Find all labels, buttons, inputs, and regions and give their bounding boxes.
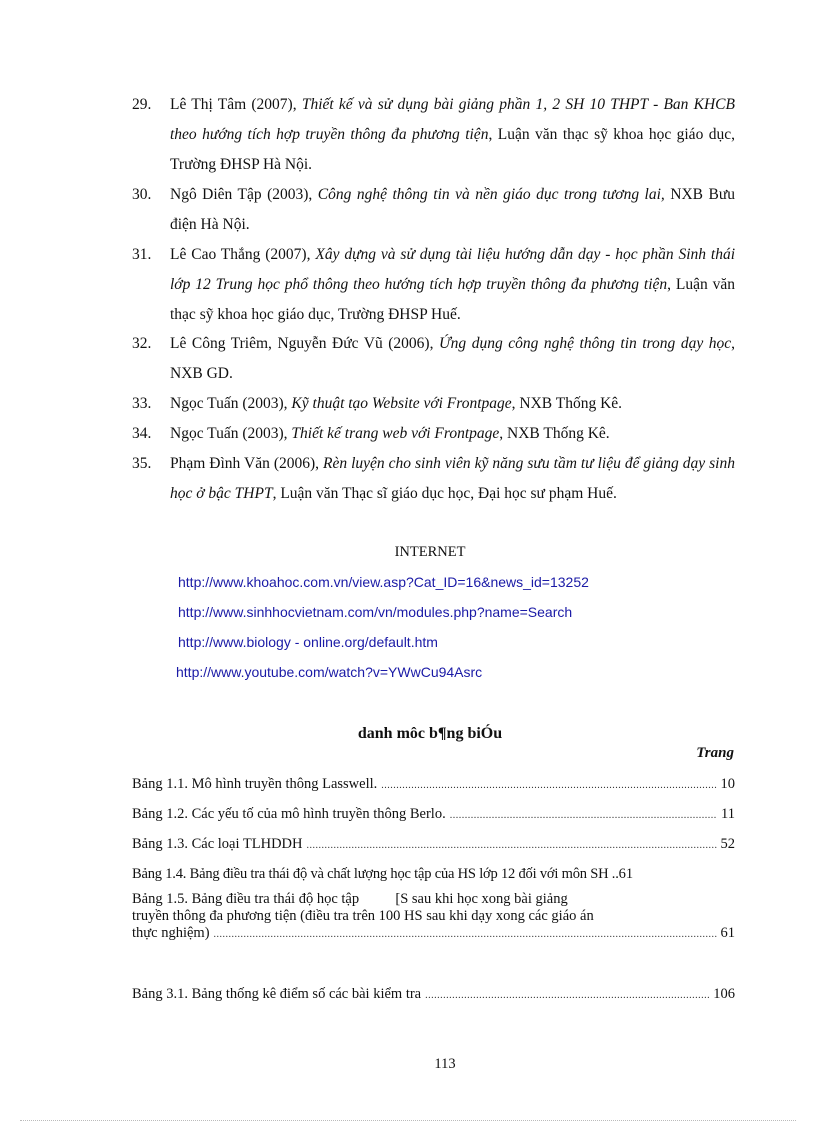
internet-heading: INTERNET bbox=[394, 544, 466, 560]
toc-entry bbox=[132, 986, 735, 1003]
internet-link[interactable]: http://www.biology - online.org/default.htm bbox=[178, 634, 438, 650]
reference-title: Xây dựng và sử dụng tài liệu hướng dẫn dạy - học phần Sinh thái lớp 12 Trung học phổ thông theo hướng tích hợp truyền thông đa phương tiện bbox=[170, 246, 735, 293]
reference-number: 35. bbox=[132, 455, 152, 472]
toc-entry-label: Bảng 1.5. Bảng điều tra thái độ học tập [S sau khi học xong bài giảng bbox=[132, 891, 568, 907]
reference-number: 30. bbox=[132, 186, 152, 203]
reference-title: Kỹ thuật tạo Website với Frontpage bbox=[291, 395, 512, 412]
toc-entry-label: thực nghiệm) bbox=[132, 925, 210, 941]
reference-publisher: , Luận văn thạc sỹ khoa học giáo dục, Trường ĐHSP Huế. bbox=[170, 276, 735, 323]
reference-31 bbox=[132, 240, 735, 330]
reference-title: Thiết kế trang web với Frontpage bbox=[291, 425, 500, 442]
toc-entry bbox=[132, 836, 735, 853]
toc-entry-page: 61 bbox=[720, 925, 735, 941]
reference-author: Ngọc Tuấn (2003), bbox=[170, 395, 292, 412]
reference-author: Ngọc Tuấn (2003), bbox=[170, 425, 292, 442]
toc-leader bbox=[381, 780, 716, 791]
reference-32 bbox=[132, 329, 735, 389]
reference-author: Lê Thị Tâm (2007), bbox=[170, 96, 302, 113]
toc-entry bbox=[132, 806, 735, 823]
toc-page-label: Trang bbox=[696, 745, 734, 761]
reference-title: Thiết kế và sử dụng bài giảng phần 1, 2 SH 10 THPT - Ban KHCB theo hướng tích hợp truyền thông đa phương tiện bbox=[170, 96, 735, 143]
reference-title: Công nghệ thông tin và nền giáo dục trong tương lai, bbox=[317, 186, 665, 203]
toc-entry-page: 10 bbox=[720, 776, 735, 792]
internet-link[interactable]: http://www.sinhhocvietnam.com/vn/modules.php?name=Search bbox=[178, 604, 573, 620]
toc-entry-label: Bảng 1.1. Mô hình truyền thông Lasswell. bbox=[132, 776, 378, 792]
reference-35 bbox=[132, 449, 735, 509]
page-bottom-divider bbox=[20, 1120, 796, 1121]
page-number: 113 bbox=[434, 1056, 456, 1072]
reference-number: 32. bbox=[132, 335, 152, 352]
toc-entry-label: Bảng 1.4. Bảng điều tra thái độ và chất lượng học tập của HS lớp 12 đối với môn SH .. bbox=[132, 866, 619, 882]
toc-entry-page: 11 bbox=[721, 806, 735, 822]
toc-entry-page: 52 bbox=[720, 836, 735, 852]
reference-30 bbox=[132, 180, 735, 240]
toc-entry-label: truyền thông đa phương tiện (điều tra trên 100 HS sau khi dạy xong các giáo án bbox=[132, 908, 594, 924]
reference-publisher: , NXB Thống Kê. bbox=[499, 425, 610, 442]
toc-entry-page: 106 bbox=[713, 986, 735, 1002]
toc-entry-label: Bảng 3.1. Bảng thống kê điểm số các bài kiểm tra bbox=[132, 986, 422, 1002]
toc-leader bbox=[425, 990, 709, 1001]
reference-publisher: NXB Bưu điện Hà Nội. bbox=[170, 186, 735, 233]
reference-author: Lê Cao Thắng (2007), bbox=[170, 246, 316, 263]
reference-publisher: , Luận văn Thạc sĩ giáo dục học, Đại học sư phạm Huế. bbox=[272, 485, 617, 502]
internet-link[interactable]: http://www.youtube.com/watch?v=YWwCu94Asrc bbox=[176, 664, 483, 680]
toc-entry bbox=[132, 866, 735, 883]
toc-leader bbox=[214, 929, 717, 940]
toc-entry-label: Bảng 1.3. Các loại TLHDDH bbox=[132, 836, 303, 852]
reference-publisher: , NXB GD. bbox=[170, 335, 735, 382]
toc-entry bbox=[132, 776, 735, 793]
toc-entry-page: 61 bbox=[618, 866, 634, 882]
reference-author: Ngô Diên Tập (2003), bbox=[170, 186, 318, 203]
internet-link[interactable]: http://www.khoahoc.com.vn/view.asp?Cat_ID=16&news_id=13252 bbox=[178, 574, 589, 590]
reference-publisher: , Luận văn thạc sỹ khoa học giáo dục, Trường ĐHSP Hà Nội. bbox=[170, 126, 735, 173]
toc-entry bbox=[132, 891, 735, 942]
reference-34 bbox=[132, 419, 735, 449]
reference-publisher: , NXB Thống Kê. bbox=[511, 395, 623, 412]
toc-title: danh môc b¶ng biÓu bbox=[357, 725, 503, 742]
reference-number: 34. bbox=[132, 425, 152, 442]
reference-number: 31. bbox=[132, 246, 152, 263]
toc-leader bbox=[306, 840, 716, 851]
reference-number: 29. bbox=[132, 96, 152, 113]
reference-author: Phạm Đình Văn (2006), bbox=[170, 455, 324, 472]
reference-author: Lê Công Triêm, Nguyễn Đức Vũ (2006), bbox=[170, 335, 439, 352]
toc-leader bbox=[450, 810, 717, 821]
reference-number: 33. bbox=[132, 395, 152, 412]
reference-33 bbox=[132, 389, 735, 419]
reference-29 bbox=[132, 90, 735, 180]
toc-entry-label: Bảng 1.2. Các yếu tố của mô hình truyền thông Berlo. bbox=[132, 806, 446, 822]
reference-title: Ứng dụng công nghệ thông tin trong dạy học bbox=[438, 335, 732, 352]
reference-title: Rèn luyện cho sinh viên kỹ năng sưu tầm tư liệu để giảng dạy sinh học ở bậc THPT bbox=[170, 455, 735, 502]
